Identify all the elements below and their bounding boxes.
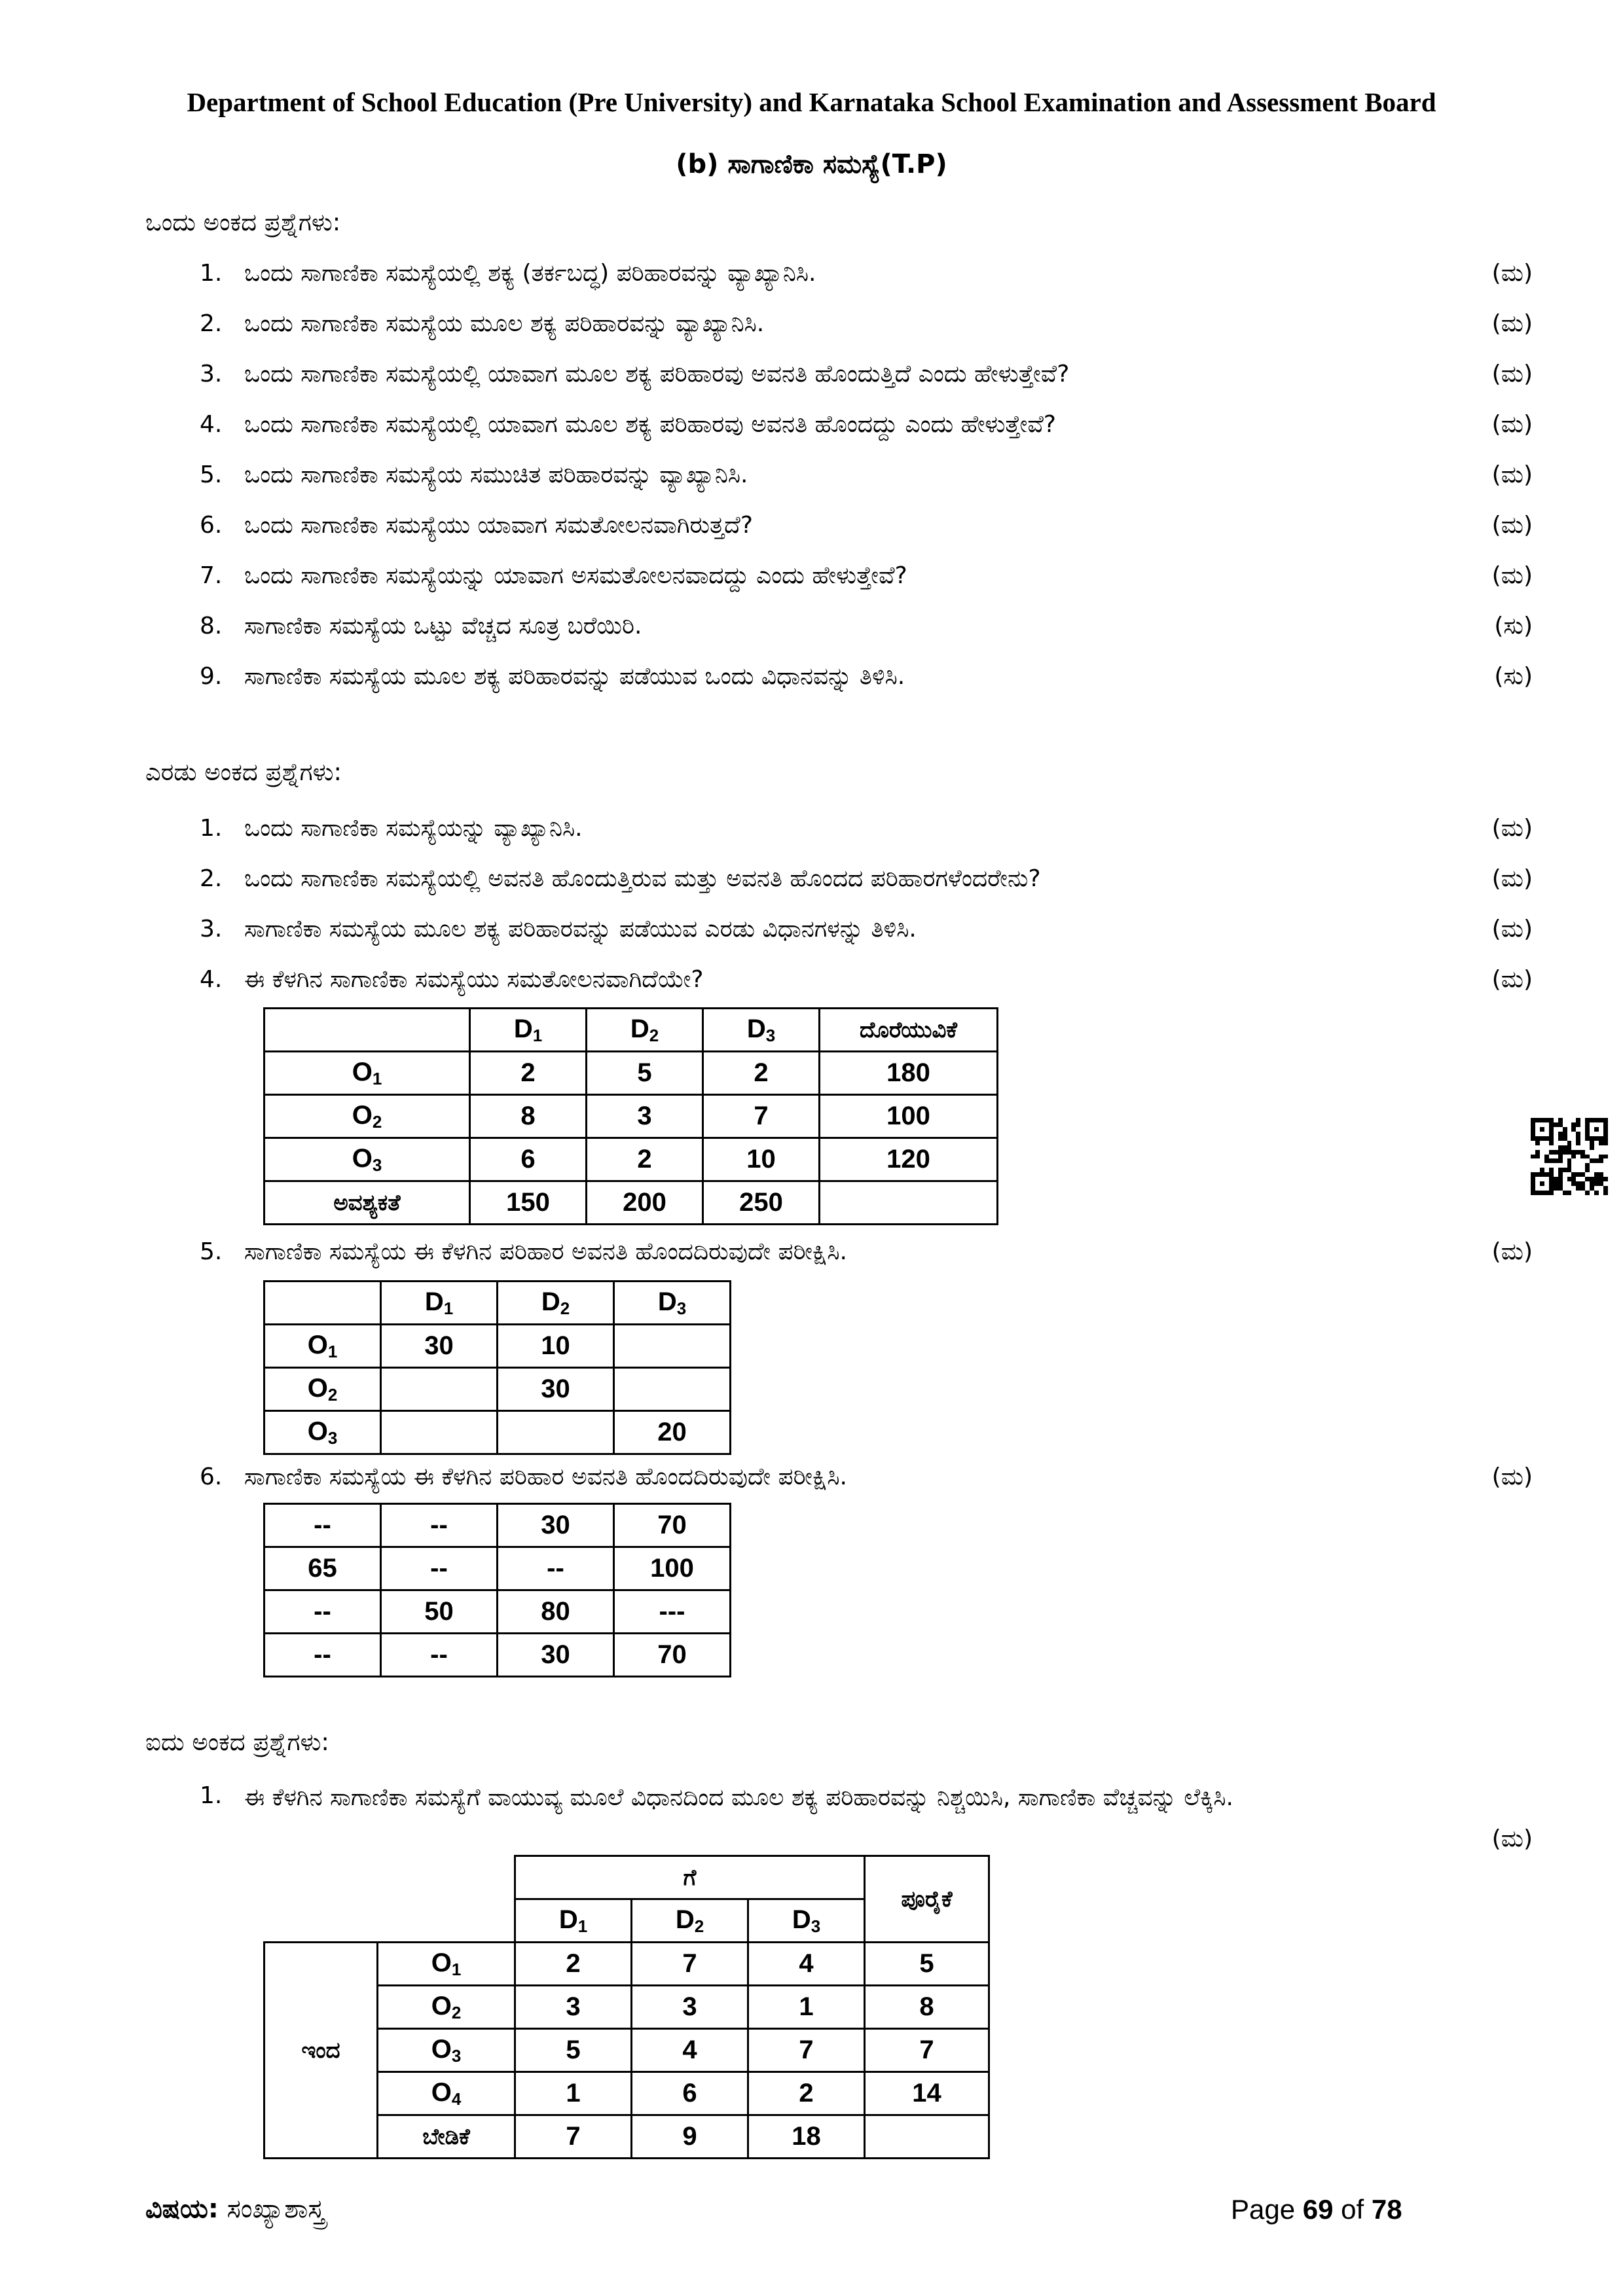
- difficulty-tag: (ಮ): [1491, 411, 1533, 438]
- five-mark-heading: ಐದು ಅಂಕದ ಪ್ರಶ್ನೆಗಳು:: [145, 1728, 329, 1756]
- question-item: [200, 859, 1533, 899]
- from-header: ಇಂದ: [264, 1943, 378, 2159]
- table-cell: 1: [748, 1986, 865, 2029]
- table-cell: [381, 1411, 498, 1454]
- qr-code-icon: [1531, 1118, 1608, 1195]
- table-cell: 3: [515, 1986, 632, 2029]
- table-cell: 150: [470, 1181, 587, 1225]
- table-cell: 2: [515, 1943, 632, 1986]
- table-cell: 200: [587, 1181, 703, 1225]
- table-row: [264, 1052, 998, 1095]
- table-cell: 6: [470, 1138, 587, 1181]
- row-header: $O_2$: [378, 1986, 515, 2029]
- question-number: 4.: [200, 966, 223, 993]
- question-text: ಸಾಗಾಣಿಕಾ ಸಮಸ್ಯೆಯ ಈ ಕೆಳಗಿನ ಪರಿಹಾರ ಅವನತಿ ಹೊಂದದಿರುವುದೇ ಪರೀಕ್ಷಿಸಿ.: [244, 1463, 847, 1490]
- question-text: ಈ ಕೆಳಗಿನ ಸಾಗಾಣಿಕಾ ಸಮಸ್ಯೆಗೆ ವಾಯುವ್ಯ ಮೂಲೆ ವಿಧಾನದಿಂದ ಮೂಲ ಶಕ್ಯ ಪರಿಹಾರವನ್ನು ನಿಶ್ಚಯಿಸಿ, ಸಾಗಾಣಿಕಾ ವೆಚ್ಚವನ್ನು ಲೆಕ್ಕಿಸಿ.: [244, 1784, 1233, 1811]
- table-header-row: [264, 1009, 998, 1052]
- table-cell: 2: [748, 2072, 865, 2115]
- table-cell: 30: [498, 1368, 614, 1411]
- column-header: $D_3$: [748, 1899, 865, 1943]
- table-cell: 2: [587, 1138, 703, 1181]
- question-number: 3.: [200, 361, 223, 387]
- table-row: [264, 1943, 989, 1986]
- table-cell: 5: [587, 1052, 703, 1095]
- question-item: [200, 304, 1533, 344]
- demand-header: ಅವಶ್ಯಕತೆ: [264, 1181, 470, 1225]
- difficulty-tag: (ಮ): [1491, 1463, 1533, 1490]
- table-header-row: [264, 1282, 731, 1325]
- question-text: ಒಂದು ಸಾಗಾಣಿಕಾ ಸಮಸ್ಯೆಯನ್ನು ಯಾವಾಗ ಅಸಮತೋಲನವಾದದ್ದು ಎಂದು ಹೇಳುತ್ತೇವೆ?: [244, 562, 907, 589]
- supply-header: ದೊರೆಯುವಿಕೆ: [820, 1009, 998, 1052]
- table-cell: 7: [515, 2115, 632, 2159]
- table-cell: 80: [498, 1590, 614, 1634]
- table-cell: --: [264, 1504, 381, 1547]
- table-cell: [264, 1856, 378, 1899]
- table-cell: 3: [587, 1095, 703, 1138]
- question-text: ಒಂದು ಸಾಗಾಣಿಕಾ ಸಮಸ್ಯೆಯಲ್ಲಿ ಅವನತಿ ಹೊಂದುತ್ತಿರುವ ಮತ್ತು ಅವನತಿ ಹೊಂದದ ಪರಿಹಾರಗಳೆಂದರೇನು?: [244, 865, 1041, 892]
- table-cell: [820, 1181, 998, 1225]
- table-cell: 100: [614, 1547, 731, 1590]
- difficulty-tag: (ಮ): [1491, 1238, 1533, 1265]
- question-text: ಸಾಗಾಣಿಕಾ ಸಮಸ್ಯೆಯ ಈ ಕೆಳಗಿನ ಪರಿಹಾರ ಅವನತಿ ಹೊಂದದಿರುವುದೇ ಪರೀಕ್ಷಿಸಿ.: [244, 1238, 847, 1265]
- table-cell: 70: [614, 1504, 731, 1547]
- table-cell: [264, 1282, 381, 1325]
- difficulty-tag: (ಮ): [1491, 512, 1533, 539]
- difficulty-tag: (ಮ): [1491, 461, 1533, 488]
- question-text: ಸಾಗಾಣಿಕಾ ಸಮಸ್ಯೆಯ ಮೂಲ ಶಕ್ಯ ಪರಿಹಾರವನ್ನು ಪಡೆಯುವ ಎರಡು ವಿಧಾನಗಳನ್ನು ತಿಳಿಸಿ.: [244, 916, 917, 942]
- row-header: $O_3$: [378, 2029, 515, 2072]
- question-item: [200, 809, 1533, 848]
- difficulty-tag: (ಮ): [1491, 865, 1533, 892]
- table-row: [264, 1547, 731, 1590]
- table-row: [264, 1325, 731, 1368]
- table-cell: 9: [632, 2115, 748, 2159]
- table-cell: [614, 1325, 731, 1368]
- table-cell: 8: [865, 1986, 989, 2029]
- table-row: [264, 1504, 731, 1547]
- table-row: [264, 1590, 731, 1634]
- row-header: $O_1$: [264, 1325, 381, 1368]
- table-cell: 10: [703, 1138, 820, 1181]
- table-row: [264, 1411, 731, 1454]
- question-number: 1.: [200, 260, 223, 287]
- question-text: ಒಂದು ಸಾಗಾಣಿಕಾ ಸಮಸ್ಯೆಯಲ್ಲಿ ಯಾವಾಗ ಮೂಲ ಶಕ್ಯ ಪರಿಹಾರವು ಅವನತಿ ಹೊಂದದ್ದು ಎಂದು ಹೇಳುತ್ತೇವೆ?: [244, 411, 1057, 438]
- column-header: $D_1$: [470, 1009, 587, 1052]
- difficulty-tag: (ಮ): [1491, 260, 1533, 287]
- question-item: [200, 1458, 1533, 1497]
- question-item: [200, 506, 1533, 545]
- subject-label: ವಿಷಯ:: [145, 2194, 219, 2224]
- question-item: [200, 960, 1533, 999]
- difficulty-tag: (ಮ): [1491, 562, 1533, 589]
- question-number: 2.: [200, 310, 223, 337]
- two-mark-heading: ಎರಡು ಅಂಕದ ಪ್ರಶ್ನೆಗಳು:: [145, 758, 342, 786]
- page-number: Page 69 of 78: [1231, 2194, 1402, 2225]
- question-text: ಸಾಗಾಣಿಕಾ ಸಮಸ್ಯೆಯ ಒಟ್ಟು ವೆಚ್ಚದ ಸೂತ್ರ ಬರೆಯಿರಿ.: [244, 613, 642, 639]
- difficulty-tag: (ಮ): [1491, 310, 1533, 337]
- table-cell: 14: [865, 2072, 989, 2115]
- question-text: ಒಂದು ಸಾಗಾಣಿಕಾ ಸಮಸ್ಯೆಯ ಸಮುಚಿತ ಪರಿಹಾರವನ್ನು ವ್ಯಾಖ್ಯಾನಿಸಿ.: [244, 461, 748, 488]
- table-cell: --: [498, 1547, 614, 1590]
- table-cell: [264, 1009, 470, 1052]
- question-item: [200, 456, 1533, 495]
- demand-row: [264, 1181, 998, 1225]
- question-number: 5.: [200, 1238, 223, 1265]
- subject-footer: [145, 2194, 325, 2224]
- table-cell: 180: [820, 1052, 998, 1095]
- table-cell: 7: [632, 1943, 748, 1986]
- difficulty-tag: (ಸು): [1494, 663, 1533, 690]
- column-header: $D_2$: [587, 1009, 703, 1052]
- table-cell: [498, 1411, 614, 1454]
- table-cell: --: [381, 1504, 498, 1547]
- table-cell: 1: [515, 2072, 632, 2115]
- allocation-table-degeneracy: [263, 1280, 731, 1455]
- table-row: [264, 1634, 731, 1677]
- question-item: [200, 405, 1533, 444]
- column-header: $D_1$: [381, 1282, 498, 1325]
- table-cell: 4: [748, 1943, 865, 1986]
- table-cell: [614, 1368, 731, 1411]
- question-text: ಈ ಕೆಳಗಿನ ಸಾಗಾಣಿಕಾ ಸಮಸ್ಯೆಯು ಸಮತೋಲನವಾಗಿದೆಯೇ?: [244, 966, 704, 993]
- question-item: [200, 910, 1533, 949]
- question-number: 7.: [200, 562, 223, 589]
- difficulty-tag: (ಮ): [1491, 361, 1533, 387]
- subject-name: ಸಂಖ್ಯಾಶಾಸ್ತ್ರ: [227, 2194, 325, 2224]
- question-item: [200, 1232, 1533, 1272]
- question-item: [200, 657, 1533, 696]
- question-number: 1.: [200, 1782, 223, 1809]
- question-number: 2.: [200, 865, 223, 892]
- question-number: 9.: [200, 663, 223, 690]
- column-header: $D_3$: [614, 1282, 731, 1325]
- question-text: ಒಂದು ಸಾಗಾಣಿಕಾ ಸಮಸ್ಯೆಯು ಯಾವಾಗ ಸಮತೋಲನವಾಗಿರುತ್ತದೆ?: [244, 512, 753, 539]
- to-header: ಗೆ: [515, 1856, 865, 1899]
- column-header: $D_2$: [498, 1282, 614, 1325]
- table-header-row: [264, 1856, 989, 1899]
- question-number: 4.: [200, 411, 223, 438]
- table-row: [264, 1138, 998, 1181]
- column-header: $D_3$: [703, 1009, 820, 1052]
- question-item: [200, 556, 1533, 596]
- question-item: [200, 355, 1533, 394]
- question-text: ಒಂದು ಸಾಗಾಣಿಕಾ ಸಮಸ್ಯೆಯಲ್ಲಿ ಯಾವಾಗ ಮೂಲ ಶಕ್ಯ ಪರಿಹಾರವು ಅವನತಿ ಹೊಂದುತ್ತಿದೆ ಎಂದು ಹೇಳುತ್ತೇವೆ?: [244, 361, 1070, 387]
- question-number: 6.: [200, 512, 223, 539]
- table-cell: 7: [748, 2029, 865, 2072]
- question-item: [200, 607, 1533, 646]
- table-cell: [865, 2115, 989, 2159]
- table-cell: 50: [381, 1590, 498, 1634]
- table-cell: 3: [632, 1986, 748, 2029]
- row-header: $O_2$: [264, 1368, 381, 1411]
- question-text: ಒಂದು ಸಾಗಾಣಿಕಾ ಸಮಸ್ಯೆಯನ್ನು ವ್ಯಾಖ್ಯಾನಿಸಿ.: [244, 815, 583, 842]
- question-item: [200, 1776, 1533, 1868]
- table-row: [264, 1095, 998, 1138]
- column-header: $D_2$: [632, 1899, 748, 1943]
- table-row: [264, 1368, 731, 1411]
- question-number: 1.: [200, 815, 223, 842]
- difficulty-tag: (ಮ): [1491, 1825, 1533, 1852]
- table-cell: 30: [498, 1504, 614, 1547]
- row-header: $O_1$: [264, 1052, 470, 1095]
- question-text: ಒಂದು ಸಾಗಾಣಿಕಾ ಸಮಸ್ಯೆಯ ಮೂಲ ಶಕ್ಯ ಪರಿಹಾರವನ್ನು ವ್ಯಾಖ್ಯಾನಿಸಿ.: [244, 310, 765, 337]
- table-cell: --: [264, 1634, 381, 1677]
- table-cell: 10: [498, 1325, 614, 1368]
- table-cell: 6: [632, 2072, 748, 2115]
- table-cell: 30: [498, 1634, 614, 1677]
- difficulty-tag: (ಮ): [1491, 966, 1533, 993]
- question-text: ಒಂದು ಸಾಗಾಣಿಕಾ ಸಮಸ್ಯೆಯಲ್ಲಿ ಶಕ್ಯ (ತರ್ಕಬದ್ಧ) ಪರಿಹಾರವನ್ನು ವ್ಯಾಖ್ಯಾನಿಸಿ.: [244, 260, 816, 287]
- row-header: $O_2$: [264, 1095, 470, 1138]
- table-cell: 100: [820, 1095, 998, 1138]
- table-cell: 2: [470, 1052, 587, 1095]
- table-cell: [378, 1899, 515, 1943]
- question-number: 3.: [200, 916, 223, 942]
- table-cell: --: [264, 1590, 381, 1634]
- question-number: 5.: [200, 461, 223, 488]
- question-text: ಸಾಗಾಣಿಕಾ ಸಮಸ್ಯೆಯ ಮೂಲ ಶಕ್ಯ ಪರಿಹಾರವನ್ನು ಪಡೆಯುವ ಒಂದು ವಿಧಾನವನ್ನು ತಿಳಿಸಿ.: [244, 663, 905, 690]
- table-cell: 120: [820, 1138, 998, 1181]
- table-cell: --: [381, 1547, 498, 1590]
- table-cell: 18: [748, 2115, 865, 2159]
- table-cell: [264, 1899, 378, 1943]
- table-cell: ---: [614, 1590, 731, 1634]
- table-cell: [381, 1368, 498, 1411]
- table-cell: 5: [515, 2029, 632, 2072]
- question-item: [200, 254, 1533, 293]
- row-header: $O_3$: [264, 1138, 470, 1181]
- table-cell: 250: [703, 1181, 820, 1225]
- table-cell: 70: [614, 1634, 731, 1677]
- cost-table-balanced-check: [263, 1007, 998, 1225]
- difficulty-tag: (ಸು): [1494, 613, 1533, 639]
- row-header: $O_4$: [378, 2072, 515, 2115]
- table-cell: 20: [614, 1411, 731, 1454]
- table-cell: 4: [632, 2029, 748, 2072]
- table-cell: 30: [381, 1325, 498, 1368]
- difficulty-tag: (ಮ): [1491, 815, 1533, 842]
- table-cell: 65: [264, 1547, 381, 1590]
- demand-header: ಬೇಡಿಕೆ: [378, 2115, 515, 2159]
- allocation-table-dashes: [263, 1503, 731, 1677]
- table-cell: 7: [865, 2029, 989, 2072]
- table-cell: --: [381, 1634, 498, 1677]
- table-cell: 8: [470, 1095, 587, 1138]
- board-header: Department of School Education (Pre University) and Karnataka School Examination and Assessment Board: [187, 87, 1436, 117]
- question-number: 8.: [200, 613, 223, 639]
- chapter-title: (b) ಸಾಗಾಣಿಕಾ ಸಮಸ್ಯೆ(T.P): [676, 149, 947, 179]
- table-cell: 7: [703, 1095, 820, 1138]
- row-header: $O_3$: [264, 1411, 381, 1454]
- column-header: $D_1$: [515, 1899, 632, 1943]
- question-number: 6.: [200, 1463, 223, 1490]
- difficulty-tag: (ಮ): [1491, 916, 1533, 942]
- one-mark-heading: ಒಂದು ಅಂಕದ ಪ್ರಶ್ನೆಗಳು:: [145, 208, 341, 236]
- table-cell: [378, 1856, 515, 1899]
- row-header: $O_1$: [378, 1943, 515, 1986]
- northwest-corner-cost-table: [263, 1855, 990, 2159]
- table-cell: 5: [865, 1943, 989, 1986]
- table-cell: 2: [703, 1052, 820, 1095]
- supply-header: ಪೂರೈಕೆ: [865, 1856, 989, 1943]
